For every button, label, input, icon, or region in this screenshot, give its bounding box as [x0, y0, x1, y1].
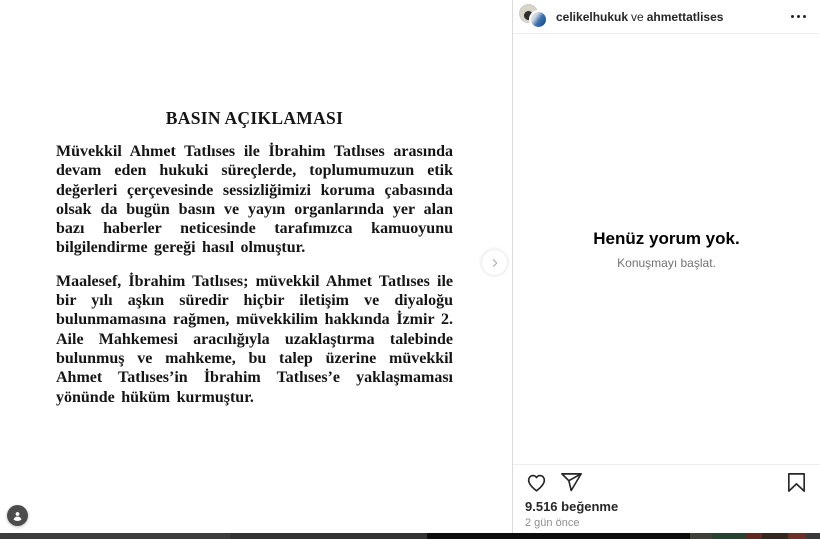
no-comments-title: Henüz yorum yok.	[593, 228, 740, 248]
share-button[interactable]	[560, 471, 583, 494]
post-detail-panel	[512, 0, 820, 533]
press-release-paragraph-2: Maalesef, İbrahim Tatlıses; müvekkil Ahmet Tatlıses ile bir yılı aşkın süredir hiçbir iletişim ve diyaloğu bulunmamasına rağmen, müvekkilim hakkında İzmir 2. Aile Mahkemesi aracılığıyla uzaklaştırma talebinde bulunmuş ve mahkeme, bu talep üzerine müvekkil Ahmet Tatlıses’in İbrahim Tatlıses’e yaklaşmaması yönünde hüküm kurmuştur.	[56, 272, 453, 406]
person-icon	[11, 509, 24, 522]
preview-segment	[690, 533, 712, 539]
avatar[interactable]	[519, 3, 550, 31]
comments-section	[513, 34, 820, 464]
paper-plane-icon	[560, 471, 583, 494]
press-release-paragraph-1: Müvekkil Ahmet Tatlıses ile İbrahim Tatlıses arasında devam eden hukuki süreçlerde, toplumumuzun etik değerleri çerçevesinde sessizliğimizi koruma çabasında olsak da bugün basın ve yayın organlarında yer alan bazı haberler neticesinde tarafımızca kamuoyunu bilgilendirme gereği hasıl olmuştur.	[56, 143, 453, 257]
heart-icon	[525, 471, 548, 494]
press-release-title: BASIN AÇIKLAMASI	[165, 108, 344, 128]
username-link-celikelhukuk[interactable]: celikelhukuk	[556, 9, 629, 24]
username-link-ahmettatlises[interactable]: ahmettatlises	[646, 9, 724, 24]
preview-segment	[712, 533, 745, 539]
preview-segment	[806, 533, 820, 539]
save-button[interactable]	[785, 471, 808, 494]
preview-segment	[745, 533, 762, 539]
carousel-next-button[interactable]	[482, 250, 507, 275]
bookmark-icon	[785, 471, 808, 494]
post-timestamp: 2 gün önce	[525, 517, 580, 529]
preview-segment	[762, 533, 788, 539]
three-dots-icon	[791, 15, 806, 18]
preview-segment	[788, 533, 806, 539]
preview-segment	[0, 533, 230, 539]
likes-count[interactable]: 9.516 beğenme	[525, 499, 619, 514]
post-authors	[556, 10, 787, 24]
chevron-right-icon	[488, 256, 502, 270]
more-options-button[interactable]	[787, 11, 810, 22]
start-conversation-text: Konuşmayı başlat.	[617, 255, 716, 270]
press-release	[56, 108, 453, 421]
username-connector: ve	[631, 9, 644, 24]
post-header	[513, 0, 820, 34]
action-bar	[525, 470, 808, 494]
next-post-preview-strip	[0, 533, 820, 539]
post-footer	[513, 464, 820, 533]
preview-segment	[427, 533, 690, 539]
profile-button[interactable]	[7, 505, 28, 526]
preview-segment	[230, 533, 427, 539]
avatar-ahmettatlises	[529, 10, 548, 29]
like-button[interactable]	[525, 471, 548, 494]
